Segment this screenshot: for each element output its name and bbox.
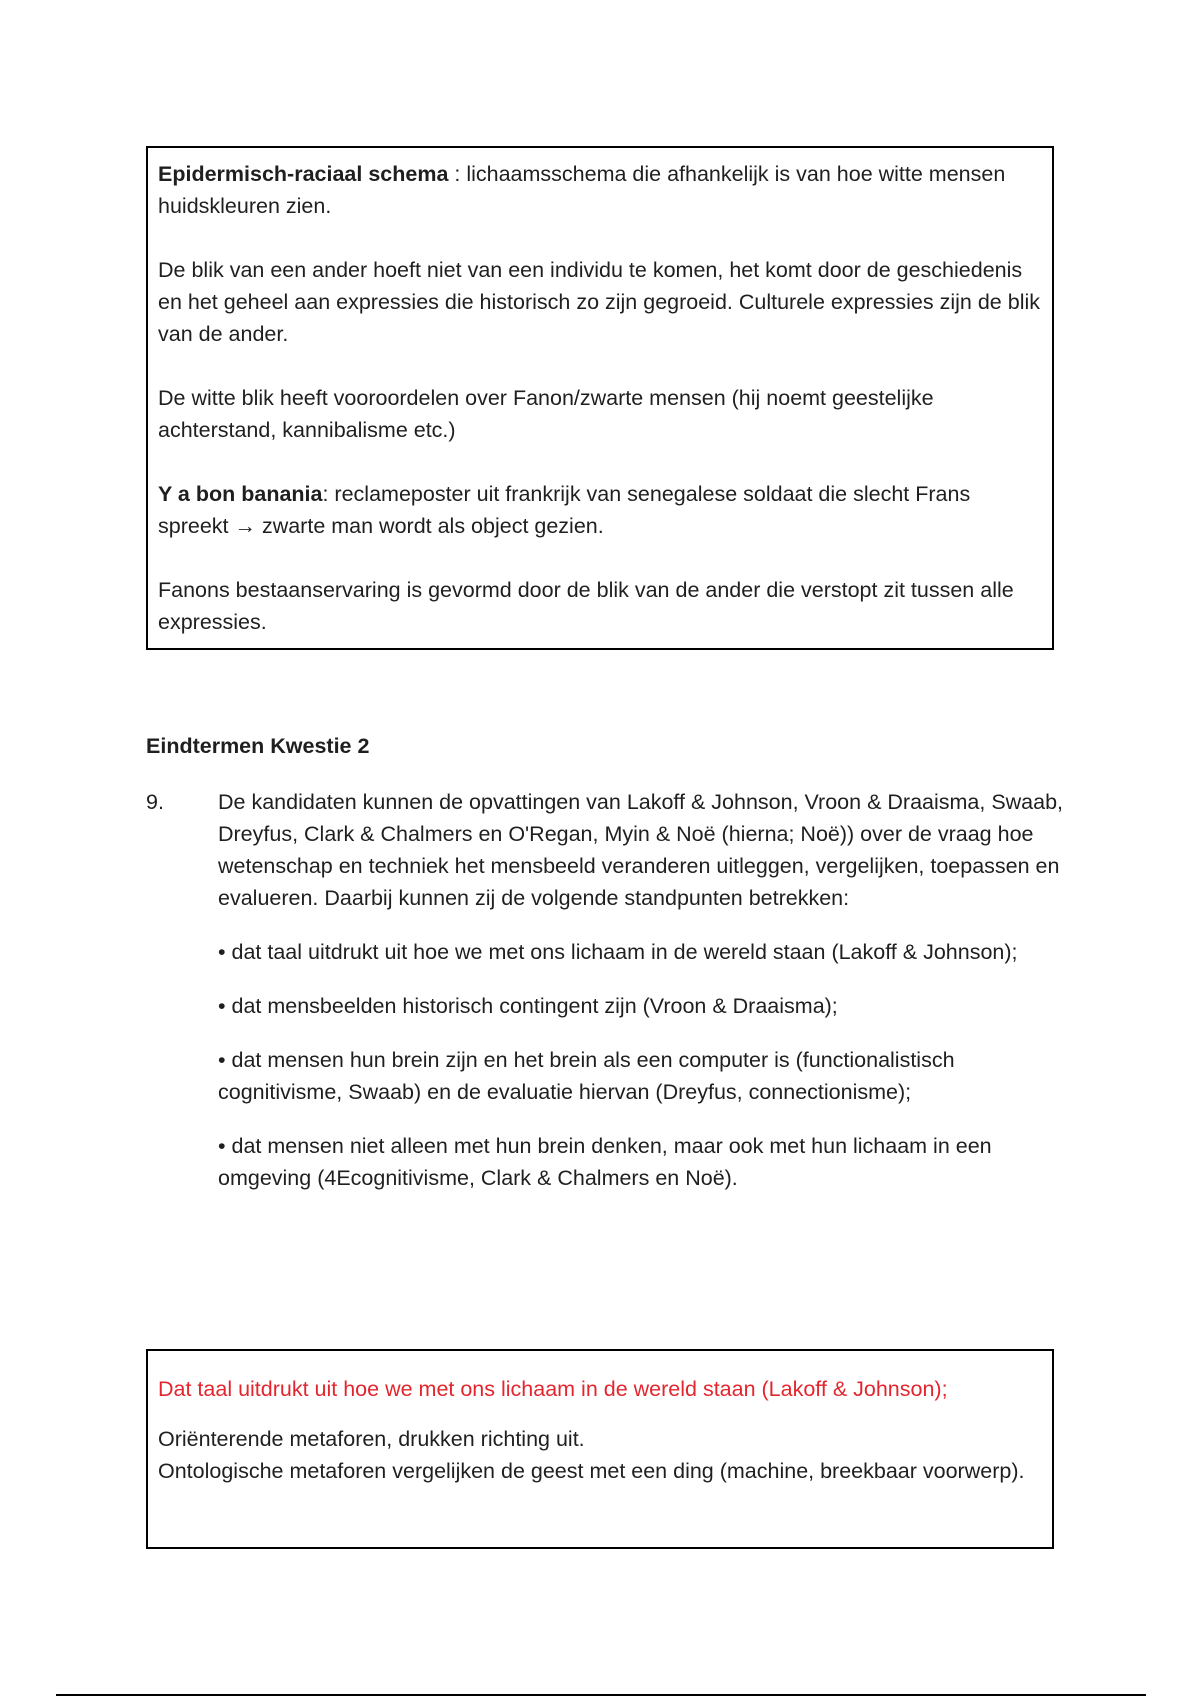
notes-box-fanon — [146, 146, 1054, 650]
bullet-item: • dat taal uitdrukt uit hoe we met ons lichaam in de wereld staan (Lakoff & Johnson); — [218, 940, 1018, 964]
definition-text: : lichaamsschema die afhankelijk is van hoe witte mensen huidskleuren zien. — [158, 162, 1006, 218]
note-ontologische-metaforen: Ontologische metaforen vergelijken de geest met een ding (machine, breekbaar voorwerp). — [158, 1459, 1025, 1483]
page-divider — [56, 1694, 1146, 1696]
objective-intro: De kandidaten kunnen de opvattingen van Lakoff & Johnson, Vroon & Draaisma, Swaab, Dreyfus, Clark & Chalmers en O'Regan, Myin & Noë (hierna; Noë)) over de vraag hoe wetenschap en techniek het mensbeeld veranderen uitleggen, vergelijken, toepassen en evalueren. Daarbij kunnen zij de volgende standpunten betrekken: — [218, 790, 1064, 910]
bullet-item: • dat mensbeelden historisch contingent zijn (Vroon & Draaisma); — [218, 994, 838, 1018]
term-y-a-bon-banania: Y a bon banania — [158, 482, 323, 506]
highlighted-standpoint: Dat taal uitdrukt uit hoe we met ons lichaam in de wereld staan (Lakoff & Johnson); — [158, 1377, 948, 1401]
paragraph-blik-van-ander: De blik van een ander hoeft niet van een individu te komen, het komt door de geschiedenis en het geheel aan expressies die historisch zo zijn gegroeid. Culturele expressies zijn de blik van de ander. — [158, 258, 1040, 346]
paragraph-witte-blik: De witte blik heeft vooroordelen over Fanon/zwarte mensen (hij noemt geestelijke achterstand, kannibalisme etc.) — [158, 386, 934, 442]
definition-epidermisch-raciaal-schema — [158, 158, 1042, 222]
metaphor-notes — [158, 1423, 1042, 1487]
paragraph-bestaanservaring: Fanons bestaanservaring is gevormd door de blik van de ander die verstopt zit tussen alle expressies. — [158, 578, 1014, 634]
definition-y-a-bon-banania — [158, 478, 1042, 542]
bullet-item: • dat mensen niet alleen met hun brein denken, maar ook met hun lichaam in een omgeving (4Ecognitivisme, Clark & Chalmers en Noë). — [218, 1134, 992, 1190]
objective-item — [146, 786, 1066, 1216]
definition-text: : reclameposter uit frankrijk van senegalese soldaat die slecht Frans spreekt → zwarte man wordt als object gezien. — [158, 482, 971, 538]
notes-box-lakoff-johnson — [146, 1349, 1054, 1549]
objective-body — [218, 786, 1066, 1194]
term-epidermisch-raciaal-schema: Epidermisch-raciaal schema — [158, 162, 449, 186]
bullet-item: • dat mensen hun brein zijn en het brein als een computer is (functionalistisch cognitivisme, Swaab) en de evaluatie hiervan (Dreyfus, connectionisme); — [218, 1048, 955, 1104]
note-orienterende-metaforen: Oriënterende metaforen, drukken richting uit. — [158, 1427, 585, 1451]
objective-number: 9. — [146, 790, 164, 814]
section-heading: Eindtermen Kwestie 2 — [146, 734, 370, 758]
